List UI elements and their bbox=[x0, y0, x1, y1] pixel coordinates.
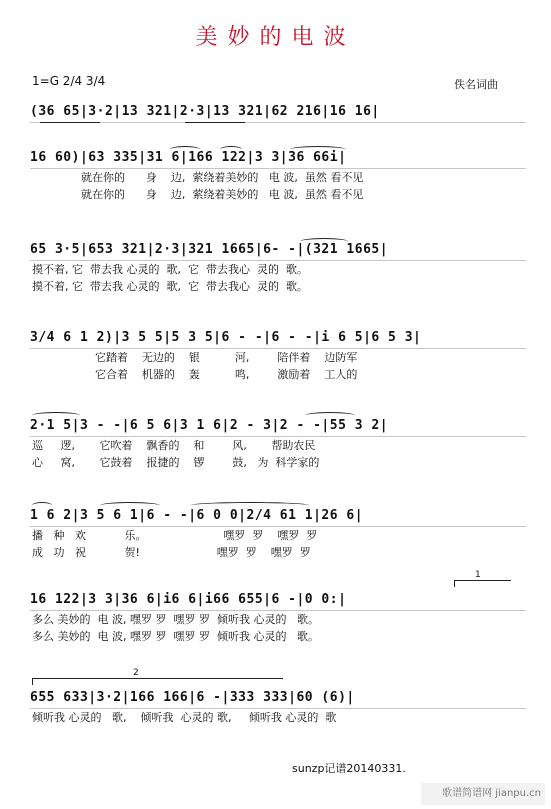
volta-bracket-2: 2 bbox=[32, 678, 283, 685]
key-signature: 1=G 2/4 3/4 bbox=[32, 74, 106, 88]
lyrics-verse-1: 多么 美妙的 电 波, 嘿罗 罗 嘿罗 罗 倾听我 心灵的 歌。 bbox=[32, 613, 319, 626]
notation-line: 655 633|3·2|166 166|6 -|333 333|60 (6)| bbox=[30, 690, 526, 709]
notation-line: 16 60)|63 335|31 6|166 122|3 3|36 66i| bbox=[30, 150, 526, 169]
notation-line: (36 65|3·2|13 321|2·3|13 321|62 216|16 16| bbox=[30, 104, 526, 123]
notation-line: 65 3·5|653 321|2·3|321 1665|6- -|(321 1665| bbox=[30, 242, 526, 261]
song-title: 美妙的电波 bbox=[195, 25, 356, 50]
volta-bracket-1: 1 bbox=[454, 580, 511, 587]
lyrics-verse-1: 它踏着 无边的 银 河, 陪伴着 边防军 bbox=[32, 351, 358, 364]
lyrics-verse-1: 就在你的 身 边, 萦绕着美妙的 电 波, 虽然 看不见 bbox=[32, 171, 364, 184]
transcriber-signature: sunzp记谱20140331. bbox=[292, 762, 406, 775]
score-line-3 bbox=[30, 242, 526, 295]
notation-line: 1 6 2|3 5 6 1|6 - -|6 0 0|2/4 61 1|26 6| bbox=[30, 508, 526, 527]
notation-line: 16 122|3 3|36 6|i6 6|i66 655|6 -|0 0:| bbox=[30, 592, 526, 611]
score-line-7 bbox=[30, 570, 526, 645]
notation-line: 2·1 5|3 - -|6 5 6|3 1 6|2 - 3|2 - -|55 3 2| bbox=[30, 418, 526, 437]
score-line-4 bbox=[30, 330, 526, 383]
score-line-1 bbox=[30, 104, 526, 123]
lyrics-verse-1: 倾听我 心灵的 歌, 倾听我 心灵的 歌, 倾听我 心灵的 歌 bbox=[32, 711, 337, 724]
lyrics-verse-2: 多么 美妙的 电 波, 嘿罗 罗 嘿罗 罗 倾听我 心灵的 歌。 bbox=[32, 630, 319, 643]
lyrics-verse-1: 播 种 欢 乐。 嘿罗 罗 嘿罗 罗 bbox=[32, 529, 318, 542]
lyrics-verse-2: 心 窝, 它鼓着 报捷的 锣 鼓, 为 科学家的 bbox=[32, 456, 320, 469]
score-line-2 bbox=[30, 150, 526, 203]
lyrics-verse-2: 它合着 机器的 轰 鸣, 激励着 工人的 bbox=[32, 368, 358, 381]
score-line-5 bbox=[30, 418, 526, 471]
score-line-6 bbox=[30, 508, 526, 561]
notation-line: 3/4 6 1 2)|3 5 5|5 3 5|6 - -|6 - -|i 6 5|6 5 3| bbox=[30, 330, 526, 349]
lyrics-verse-2: 成 功 祝 贺! 嘿罗 罗 嘿罗 罗 bbox=[32, 546, 311, 559]
score-line-8 bbox=[30, 668, 526, 726]
lyrics-verse-2: 就在你的 身 边, 萦绕着美妙的 电 波, 虽然 看不见 bbox=[32, 188, 364, 201]
site-watermark: 歌谱简谱网 jianpu.cn bbox=[421, 783, 545, 805]
lyrics-verse-2: 摸不着, 它 带去我 心灵的 歌, 它 带去我心 灵的 歌。 bbox=[32, 280, 308, 293]
composer-credit: 佚名词曲 bbox=[454, 78, 498, 91]
lyrics-verse-1: 摸不着, 它 带去我 心灵的 歌, 它 带去我心 灵的 歌。 bbox=[32, 263, 308, 276]
lyrics-verse-1: 巡 逻, 它吹着 飘香的 和 风, 帮助农民 bbox=[32, 439, 316, 452]
